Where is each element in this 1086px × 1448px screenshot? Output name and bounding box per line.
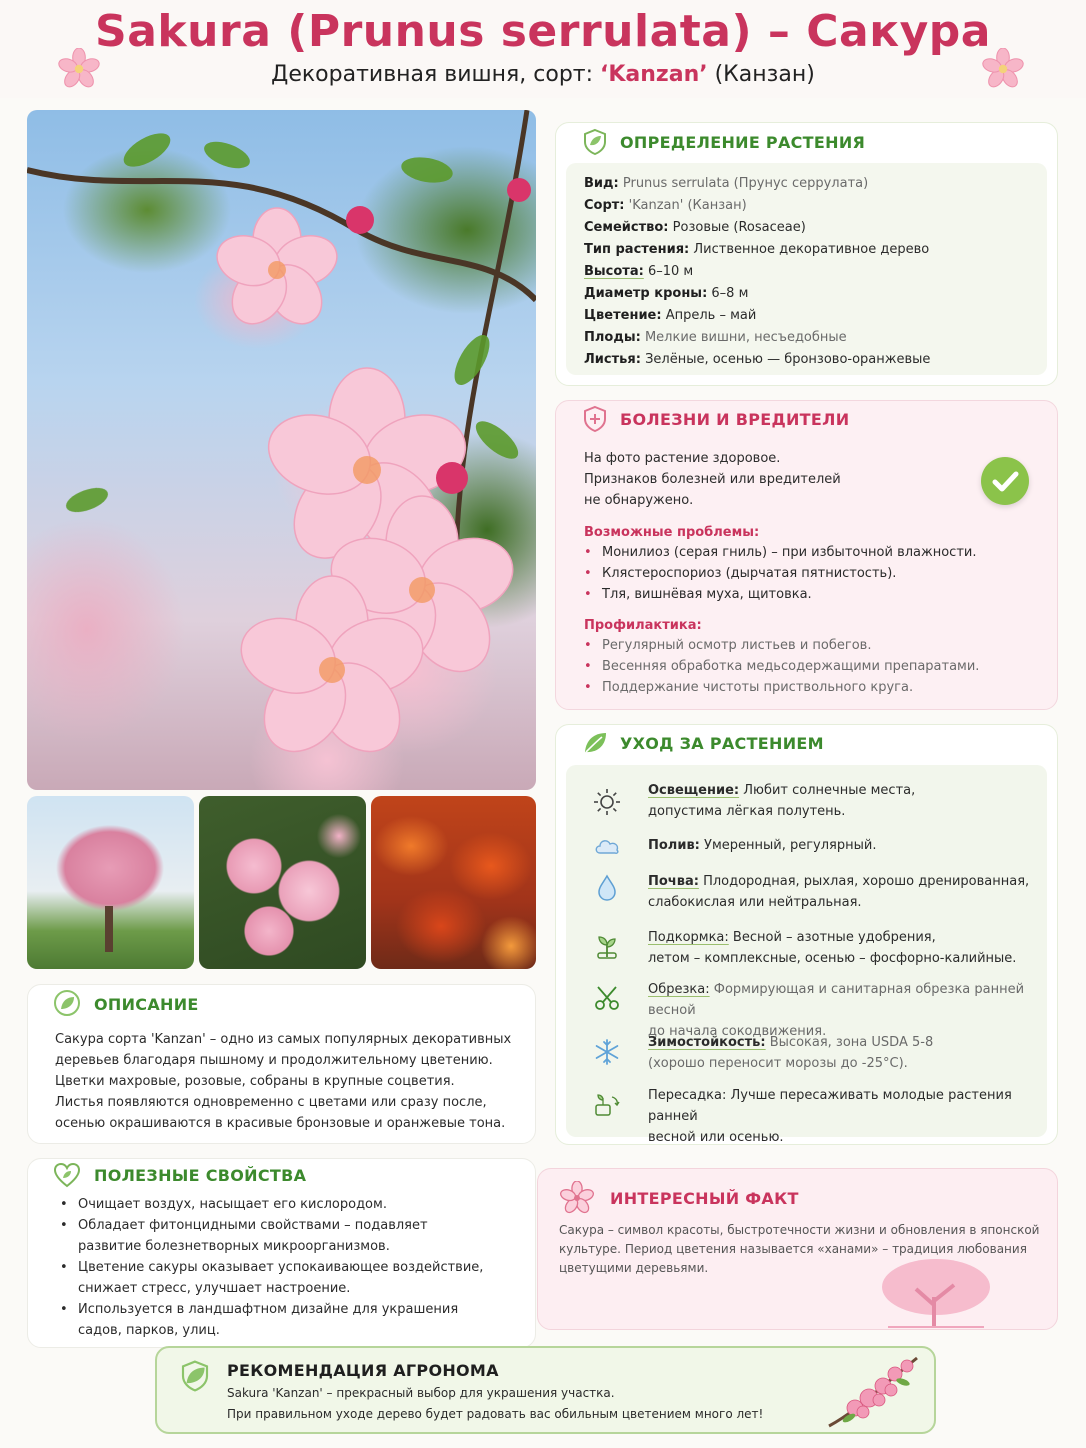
fact-heading: ИНТЕРЕСНЫЙ ФАКТ (610, 1189, 799, 1208)
care-text: летом – комплексные, осенью – фосфорно-калийные. (648, 951, 1017, 966)
care-text: Умеренный, регулярный. (704, 838, 877, 853)
blossom-branch-illustration (825, 1352, 923, 1430)
identification-row (584, 261, 1044, 283)
description-line: Цветки махровые, розовые, собраны в крупные соцветия. (55, 1074, 455, 1089)
care-text: слабокислая или нейтральная. (648, 895, 862, 910)
care-item-lighting (648, 780, 915, 822)
status-line: не обнаружено. (584, 493, 694, 508)
snowflake-icon (592, 1037, 622, 1067)
list-item: • Тля, вишнёвая муха, щитовка. (584, 584, 1044, 605)
care-text: Высокая, зона USDA 5-8 (769, 1035, 934, 1050)
care-item-soil (648, 871, 1029, 913)
row-label: Цветение: (584, 308, 662, 323)
care-label: Обрезка: (648, 982, 710, 997)
identification-heading: ОПРЕДЕЛЕНИЕ РАСТЕНИЯ (620, 133, 866, 152)
status-line: На фото растение здоровое. (584, 451, 781, 466)
benefits-list (60, 1194, 530, 1341)
subtitle-prefix: Декоративная вишня, сорт: (271, 62, 601, 87)
care-label: Почва: (648, 874, 699, 889)
recommendation-heading: РЕКОМЕНДАЦИЯ АГРОНОМА (227, 1361, 499, 1380)
tree-photo (27, 796, 194, 969)
list-item: • Используется в ландшафтном дизайне для украшения садов, парков, улиц. (60, 1299, 530, 1341)
care-text: Формирующая и санитарная обрезка ранней весной (648, 982, 1025, 1018)
care-text: до начала сокодвижения. (648, 1024, 827, 1039)
leaf-shield-icon (580, 127, 610, 157)
leaf-badge-icon (52, 988, 82, 1018)
recommendation-text (227, 1383, 827, 1425)
row-label: Семейство: (584, 220, 669, 235)
benefits-heading: ПОЛЕЗНЫЕ СВОЙСТВА (94, 1166, 307, 1185)
identification-row (584, 173, 1044, 195)
identification-card (555, 122, 1058, 386)
description-line: Листья появляются одновременно с цветами или сразу после, (55, 1095, 487, 1110)
list-item: • Монилиоз (серая гниль) – при избыточной влажности. (584, 542, 1044, 563)
sakura-flower-icon (982, 48, 1024, 90)
scissors-icon (592, 983, 622, 1013)
row-value: Prunus serrulata (Прунус серрулата) (622, 176, 869, 191)
care-body (566, 765, 1047, 1145)
list-item: • Весенняя обработка медьсодержащими препаратами. (584, 656, 1044, 677)
row-label: Вид: (584, 176, 619, 191)
description-heading: ОПИСАНИЕ (94, 995, 199, 1014)
recommendation-line: Sakura 'Kanzan' – прекрасный выбор для украшения участка. (227, 1386, 615, 1400)
subtitle-suffix: (Канзан) (707, 62, 815, 87)
transplant-icon (592, 1089, 622, 1119)
problems-title: Возможные проблемы: (584, 525, 760, 540)
recommendation-line: При правильном уходе дерево будет радовать вас обильным цветением много лет! (227, 1407, 764, 1421)
recommendation-card (155, 1346, 936, 1434)
row-label: Высота: (584, 264, 644, 279)
list-item: • Регулярный осмотр листьев и побегов. (584, 635, 1044, 656)
description-text (55, 1029, 525, 1134)
sakura-flower-icon (560, 1181, 594, 1215)
care-text: допустима лёгкая полутень. (648, 804, 846, 819)
identification-row (584, 283, 1044, 305)
care-item-watering (648, 835, 876, 856)
sun-icon (592, 787, 622, 817)
cloud-icon (592, 831, 622, 861)
care-label: Зимостойкость: (648, 1035, 766, 1050)
identification-row (584, 195, 1044, 217)
care-item-transplant (648, 1085, 1047, 1148)
heart-leaf-icon (52, 1160, 82, 1190)
care-text: Лучше пересаживать молодые растения ранней (648, 1088, 1012, 1124)
identification-rows (584, 173, 1044, 371)
row-value: 6–8 м (711, 286, 749, 301)
description-line: Сакура сорта 'Kanzan' – одно из самых популярных декоративных (55, 1032, 512, 1047)
description-card (27, 984, 536, 1144)
main-blossom-photo (27, 110, 536, 790)
care-text: Любит солнечные места, (743, 783, 916, 798)
fact-line: цветущими деревьями. (559, 1261, 709, 1275)
identification-row (584, 327, 1044, 349)
subtitle-cultivar: ‘Kanzan’ (600, 62, 708, 87)
row-value: Мелкие вишни, несъедобные (644, 330, 847, 345)
identification-row (584, 217, 1044, 239)
care-text: Плодородная, рыхлая, хорошо дренированная, (703, 874, 1030, 889)
diseases-card (555, 400, 1058, 710)
water-drop-icon (592, 873, 622, 903)
page-title: Sakura (Prunus serrulata) – Сакура (95, 6, 991, 57)
prevention-title: Профилактика: (584, 618, 702, 633)
sprout-icon (592, 931, 622, 961)
row-value: Апрель – май (665, 308, 757, 323)
page-subtitle (0, 62, 1086, 87)
list-item: • Поддержание чистоты приствольного круга. (584, 677, 1044, 698)
identification-row (584, 305, 1044, 327)
row-label: Плоды: (584, 330, 641, 345)
sakura-tree-illustration (878, 1257, 994, 1329)
sakura-flower-icon (58, 48, 100, 90)
list-item: • Очищает воздух, насыщает его кислородом. (60, 1194, 530, 1215)
care-label: Полив: (648, 838, 700, 853)
list-item: • Обладает фитонцидными свойствами – подавляет развитие болезнетворных микроорганизмов. (60, 1215, 530, 1257)
list-item: • Цветение сакуры оказывает успокаивающее воздействие, снижает стресс, улучшает настроение. (60, 1257, 530, 1299)
care-text: Весной – азотные удобрения, (732, 930, 936, 945)
identification-row (584, 349, 1044, 371)
care-heading: УХОД ЗА РАСТЕНИЕМ (620, 734, 824, 753)
fact-line: культуре. Период цветения называется «ханами» – традиция любования (559, 1242, 1027, 1256)
fact-line: Сакура – символ красоты, быстротечности жизни и обновления в японской (559, 1223, 1040, 1237)
leaf-icon (580, 728, 610, 758)
row-value: Лиственное декоративное дерево (693, 242, 930, 257)
row-value: Зелёные, осенью — бронзово-оранжевые (645, 352, 931, 367)
care-label: Освещение: (648, 783, 740, 798)
care-text: весной или осенью. (648, 1130, 784, 1145)
care-label: Подкормка: (648, 930, 729, 945)
row-value: 6–10 м (647, 264, 694, 279)
care-card (555, 724, 1058, 1145)
healthy-check-icon (981, 457, 1029, 505)
autumn-leaves-photo (371, 796, 536, 969)
problems-list (584, 542, 1044, 605)
row-value: Розовые (Rosaceae) (672, 220, 806, 235)
row-label: Тип растения: (584, 242, 690, 257)
status-line: Признаков болезней или вредителей (584, 472, 841, 487)
diseases-heading: БОЛЕЗНИ И ВРЕДИТЕЛИ (620, 410, 850, 429)
row-value: 'Kanzan' (Канзан) (628, 198, 747, 213)
care-text: (хорошо переносит морозы до -25°C). (648, 1056, 908, 1071)
identification-row (584, 239, 1044, 261)
care-item-hardiness (648, 1032, 933, 1074)
benefits-card (27, 1158, 536, 1348)
identification-body (566, 163, 1047, 375)
double-blossom-photo (199, 796, 366, 969)
description-line: деревьев благодаря пышному и продолжительному цветению. (55, 1053, 493, 1068)
prevention-list (584, 635, 1044, 698)
row-label: Диаметр кроны: (584, 286, 708, 301)
care-item-feeding (648, 927, 1016, 969)
shield-icon (580, 404, 610, 434)
health-status (584, 448, 944, 511)
leaf-icon (177, 1358, 213, 1394)
row-label: Листья: (584, 352, 641, 367)
row-label: Сорт: (584, 198, 625, 213)
care-label: Пересадка: (648, 1088, 727, 1103)
description-line: осенью окрашиваются в красивые бронзовые и оранжевые тона. (55, 1116, 506, 1131)
fact-card (537, 1168, 1058, 1330)
list-item: • Клястероспориоз (дырчатая пятнистость). (584, 563, 1044, 584)
